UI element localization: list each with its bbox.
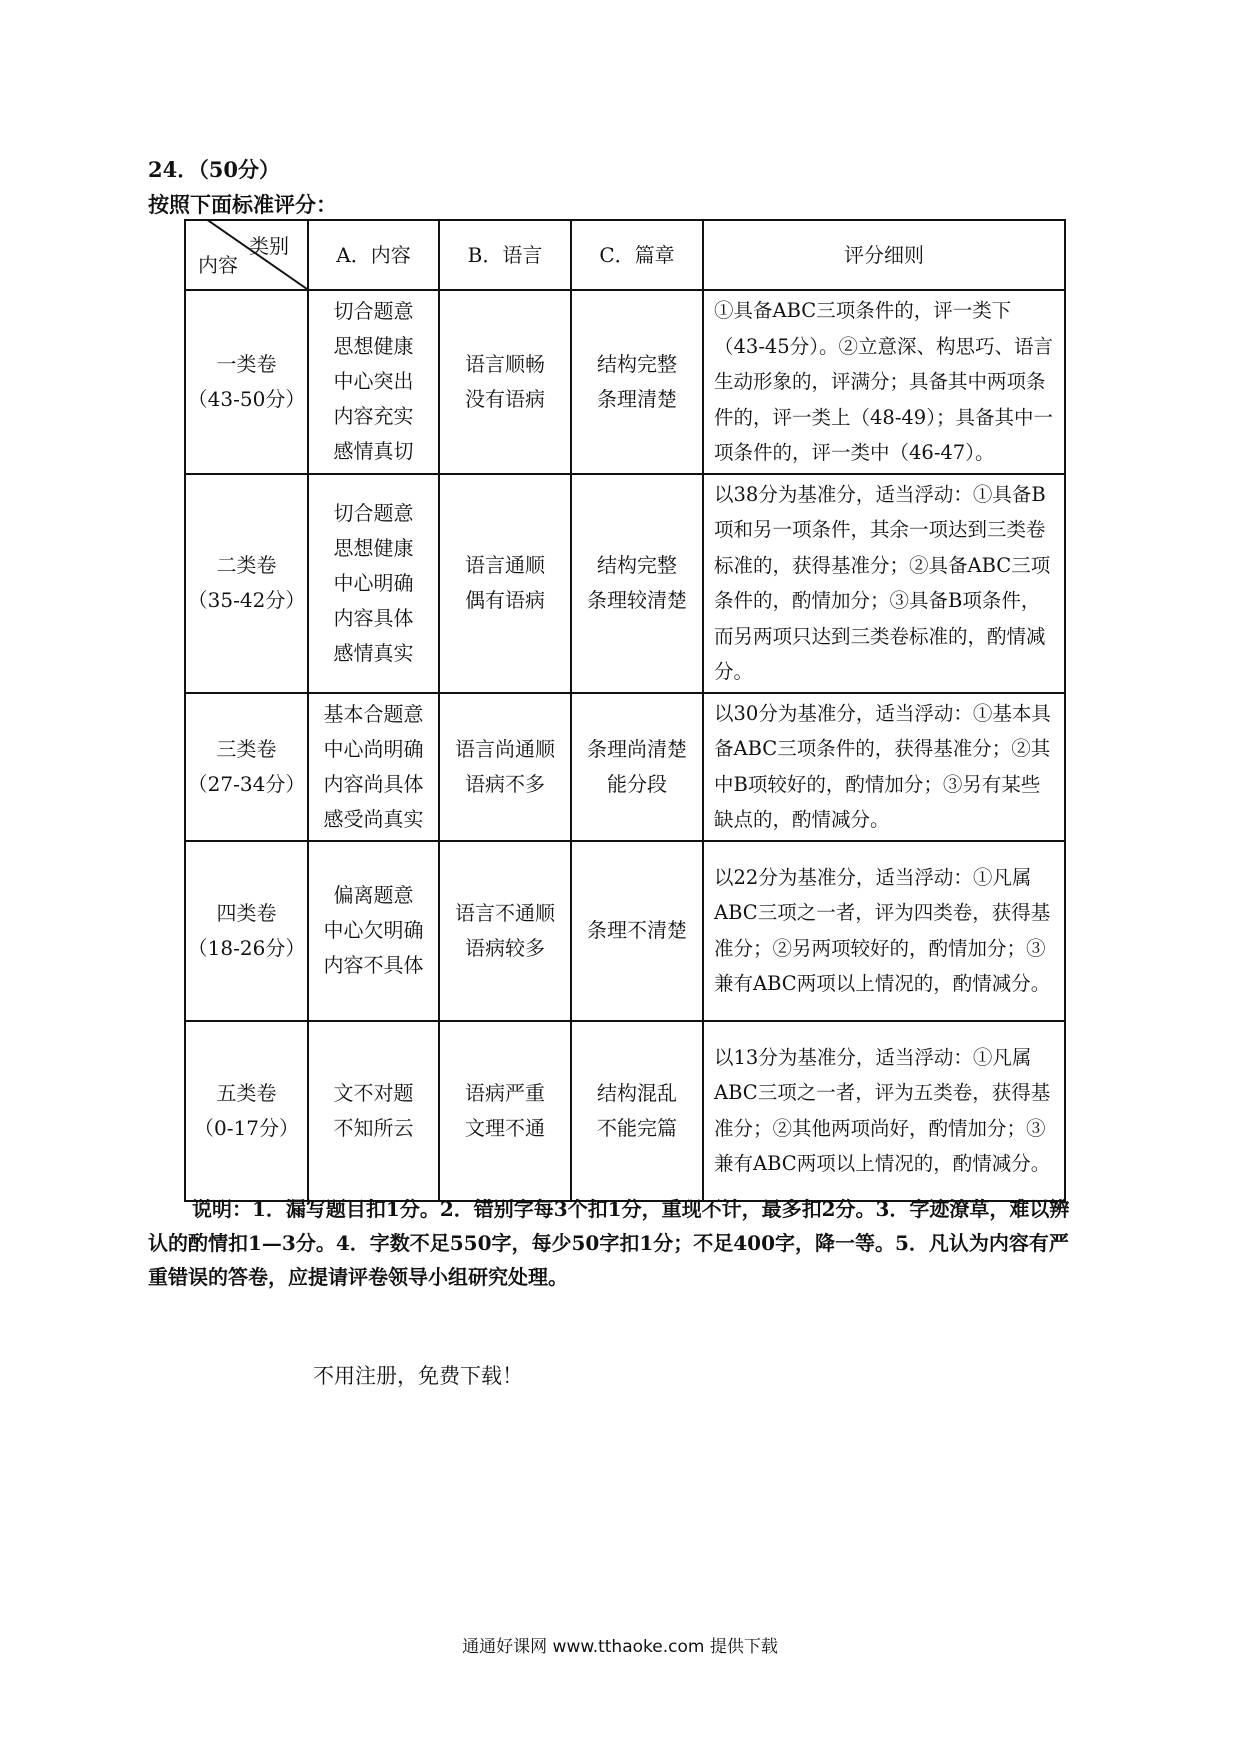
row-content: 基本合题意 中心尚明确 内容尚具体 感受尚真实 [308,693,439,841]
table-row [185,841,1065,1021]
row-detail: ①具备ABC三项条件的，评一类下（43-45分）。②立意深、构思巧、语言生动形象的，评满分；具备其中两项条件的，评一类上（48-49）；具备其中一项条件的，评一类中（46-47）。 [703,290,1065,474]
row-category: 四类卷 （18-26分） [185,841,308,1021]
row-detail: 以38分为基准分，适当浮动：①具备B项和另一项条件，其余一项达到三类卷标准的，获得基准分；②具备ABC三项条件的，酌情加分；③具备B项条件，而另两项只达到三类卷标准的，酌情减分。 [703,474,1065,693]
header-language: B．语言 [439,220,571,290]
row-language: 语言通顺 偶有语病 [439,474,571,693]
corner-label-category: 类别 [249,234,289,258]
question-instruction: 按照下面标准评分： [148,192,337,217]
row-category: 二类卷 （35-42分） [185,474,308,693]
row-language: 语言不通顺 语病较多 [439,841,571,1021]
row-content: 文不对题 不知所云 [308,1021,439,1201]
row-category: 一类卷 （43-50分） [185,290,308,474]
header-row [185,220,1065,290]
row-structure: 条理不清楚 [571,841,703,1021]
download-promo: 不用注册，免费下载！ [313,1364,523,1388]
row-detail: 以30分为基准分，适当浮动：①基本具备ABC三项条件的，获得基准分；②其中B项较好的，酌情加分；③另有某些缺点的，酌情减分。 [703,693,1065,841]
corner-label-content: 内容 [198,253,238,277]
row-content: 切合题意 思想健康 中心突出 内容充实 感情真切 [308,290,439,474]
table-row [185,693,1065,841]
grading-notes: 说明：1．漏写题目扣1分。2．错别字每3个扣1分，重现不计，最多扣2分。3．字迹潦草，难以辨认的酌情扣1—3分。4．字数不足550字，每少50字扣1分；不足400字，降一等。5．凡认为内容有严重错误的答卷，应提请评卷领导小组研究处理。 [148,1197,1070,1289]
header-detail: 评分细则 [703,220,1065,290]
header-structure: C．篇章 [571,220,703,290]
row-language: 语言尚通顺 语病不多 [439,693,571,841]
row-detail: 以13分为基准分，适当浮动：①凡属ABC三项之一者，评为五类卷，获得基准分；②其他两项尚好，酌情加分；③兼有ABC两项以上情况的，酌情减分。 [703,1021,1065,1201]
row-structure: 结构完整 条理较清楚 [571,474,703,693]
row-content: 偏离题意 中心欠明确 内容不具体 [308,841,439,1021]
row-category: 三类卷 （27-34分） [185,693,308,841]
row-structure: 结构完整 条理清楚 [571,290,703,474]
table-row [185,474,1065,693]
page-footer: 通通好课网 www.tthaoke.com 提供下载 [462,1637,778,1657]
rubric-table [184,219,1066,1202]
table-row [185,290,1065,474]
corner-cell [185,220,308,290]
row-structure: 结构混乱 不能完篇 [571,1021,703,1201]
row-structure: 条理尚清楚 能分段 [571,693,703,841]
row-category: 五类卷 （0-17分） [185,1021,308,1201]
row-detail: 以22分为基准分，适当浮动：①凡属ABC三项之一者，评为四类卷，获得基准分；②另两项较好的，酌情加分；③兼有ABC两项以上情况的，酌情减分。 [703,841,1065,1021]
table-row [185,1021,1065,1201]
row-language: 语病严重 文理不通 [439,1021,571,1201]
question-title: 24．（50分） [148,157,280,182]
header-content: A．内容 [308,220,439,290]
row-language: 语言顺畅 没有语病 [439,290,571,474]
row-content: 切合题意 思想健康 中心明确 内容具体 感情真实 [308,474,439,693]
